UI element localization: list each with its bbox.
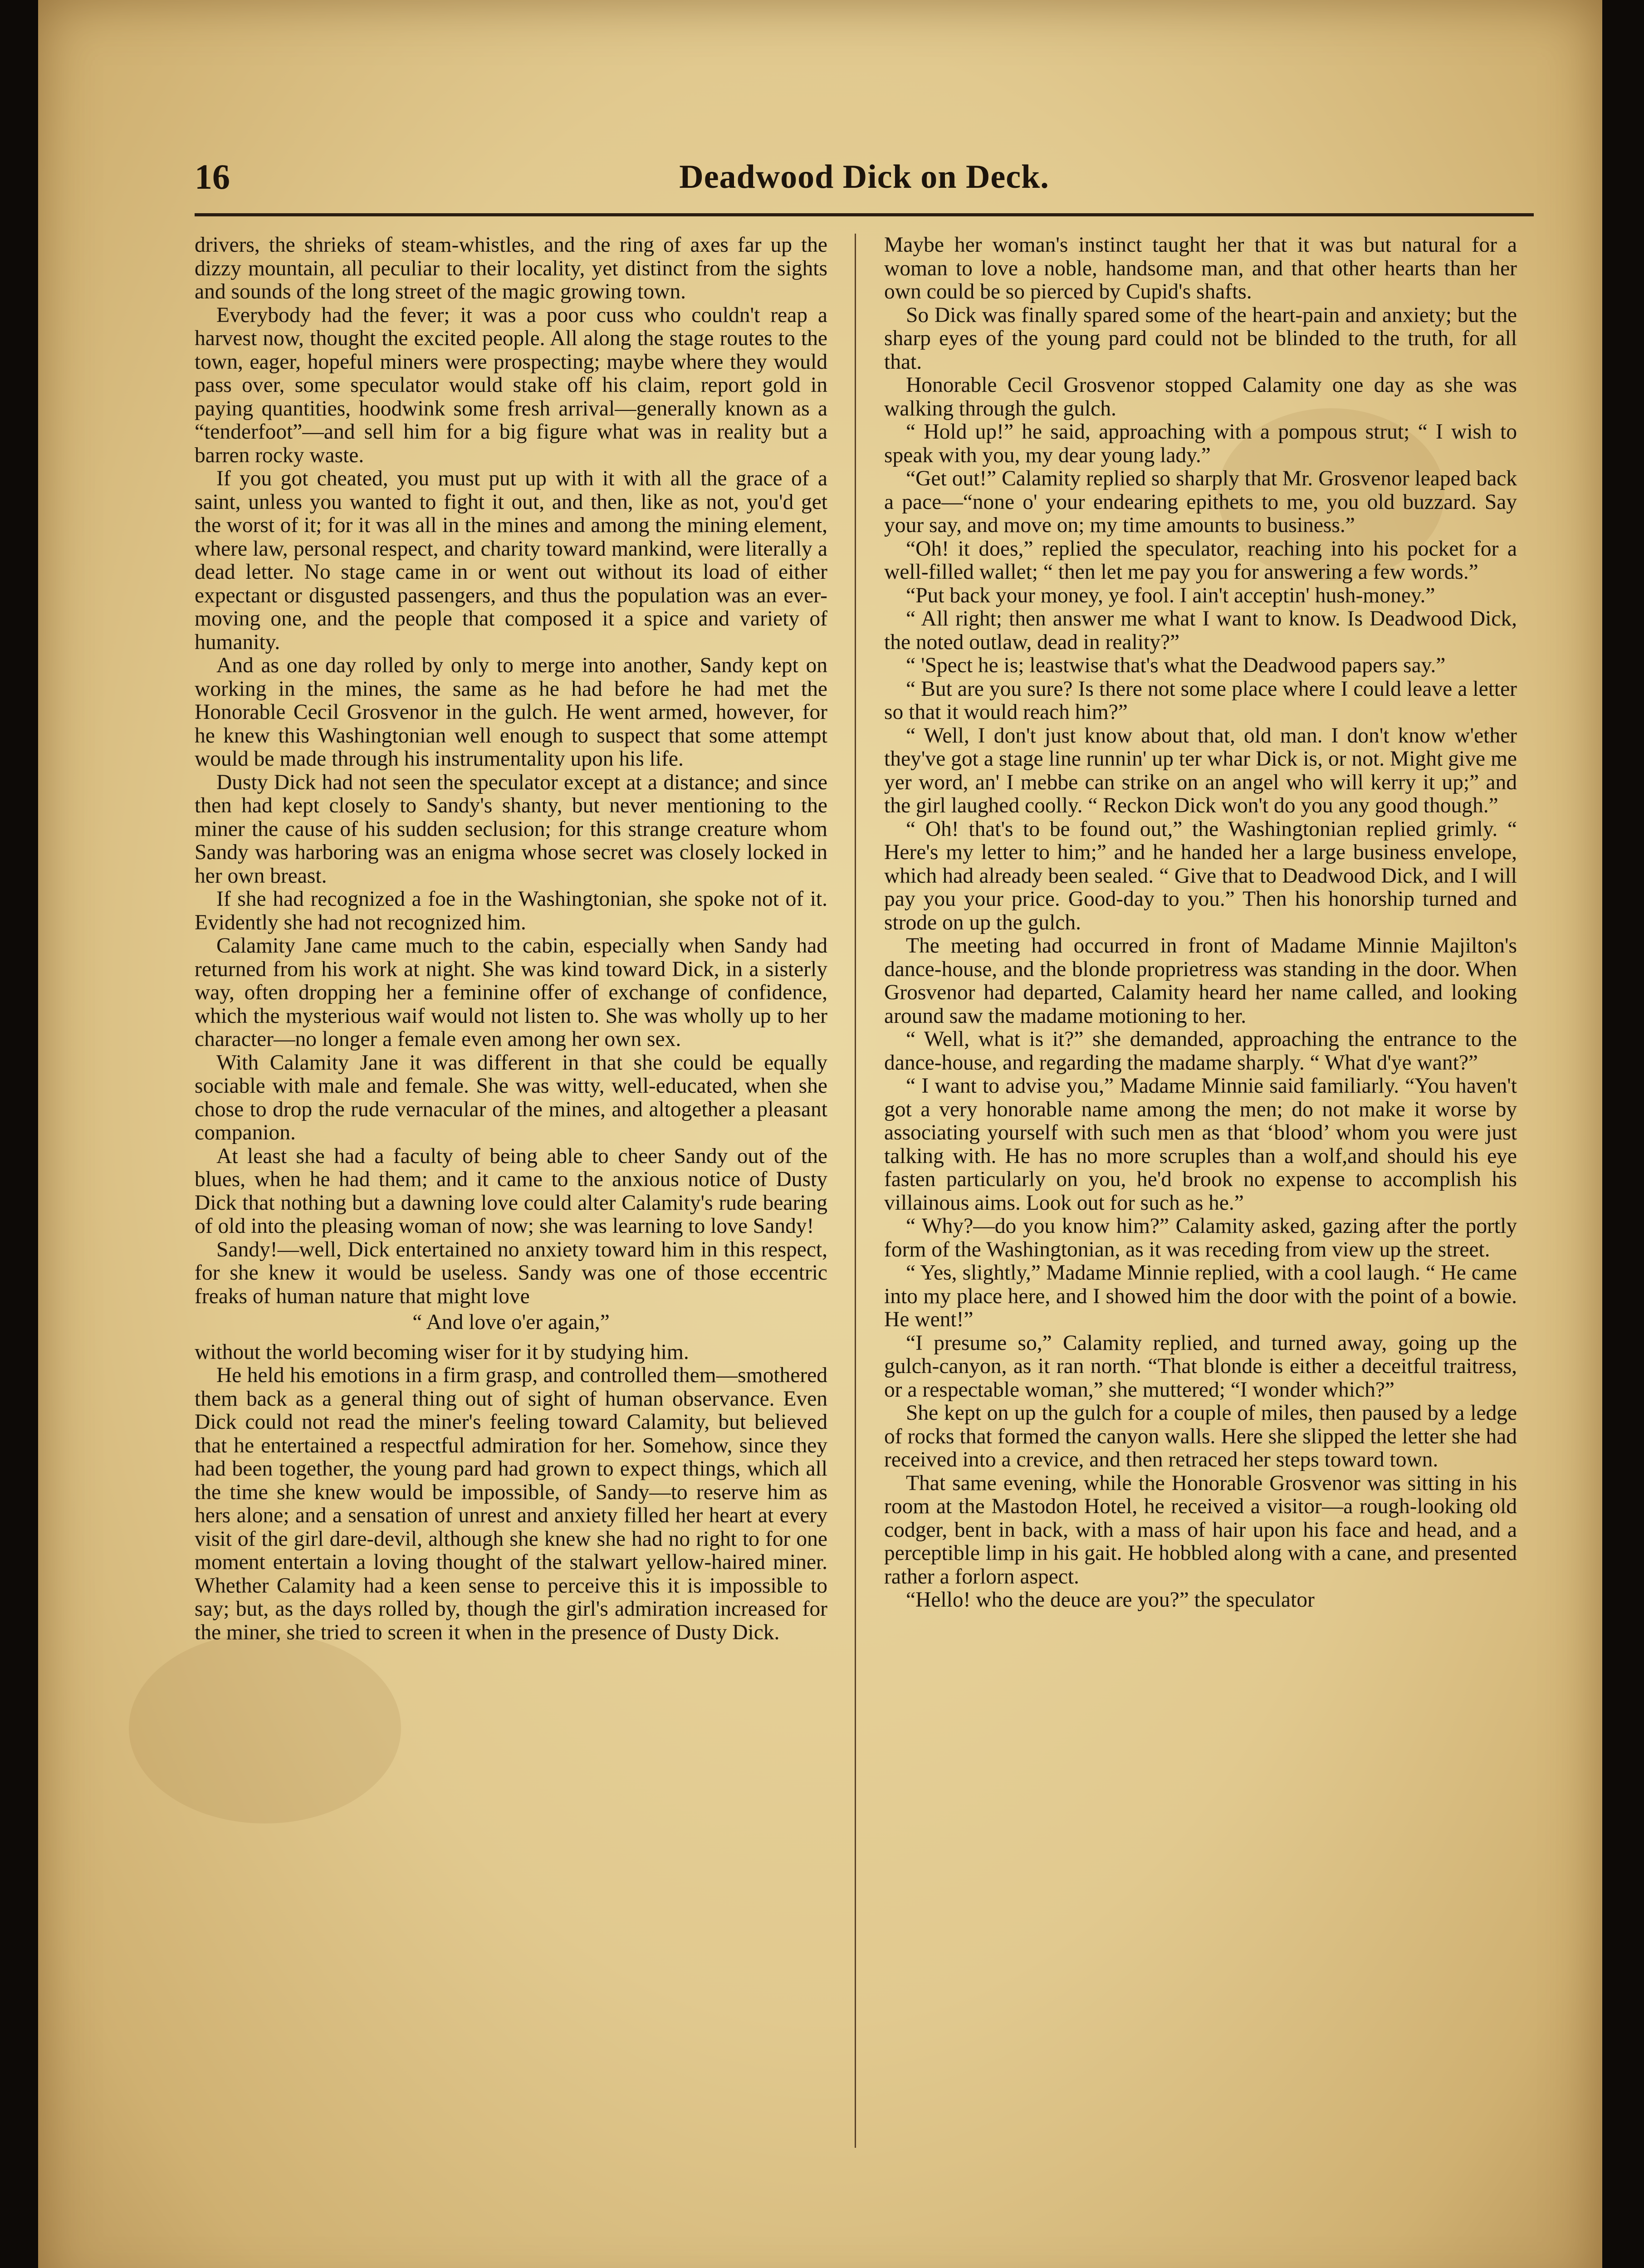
paragraph: With Calamity Jane it was different in that she could be equally sociable with male and female. She was witty, well-educated, when she chose to drop the rude vernacular of the mines, and altogether a pleasant companion. <box>195 1051 827 1144</box>
paragraph: “ Well, what is it?” she demanded, approaching the entrance to the dance-house, and regarding the madame sharply. “ What d'ye want?” <box>884 1027 1517 1075</box>
paragraph: “ Hold up!” he said, approaching with a pompous strut; “ I wish to speak with you, my dear young lady.” <box>884 420 1517 467</box>
paragraph: “Put back your money, ye fool. I ain't acceptin' hush-money.” <box>906 583 1435 607</box>
paragraph: Calamity Jane came much to the cabin, especially when Sandy had returned from his work at night. She was kind toward Dick, in a sisterly way, often dropping her a feminine offer of exchange of confidence, which the mysterious waif would not listen to. She was wholly up to her character—no longer a female even among her own sex. <box>195 934 827 1051</box>
paragraph: Dusty Dick had not seen the speculator except at a distance; and since then had kept closely to Sandy's shanty, but never mentioning to the miner the cause of his sudden seclusion; for this strange creature whom Sandy was harboring was an enigma whose secret was closely locked in her own breast. <box>195 770 827 888</box>
paragraph: Sandy!—well, Dick entertained no anxiety toward him in this respect, for she knew it would be useless. Sandy was one of those eccentric freaks of human nature that might love <box>195 1237 827 1308</box>
paragraph: And as one day rolled by only to merge into another, Sandy kept on working in the mines, the same as he had before he had met the Honorable Cecil Grosvenor in the gulch. He went armed, however, for he knew this Washingtonian well enough to suspect that some attempt would be made through his instrumentality upon his life. <box>195 654 827 771</box>
paragraph: “ But are you sure? Is there not some place where I could leave a letter so that it would reach him?” <box>884 677 1517 724</box>
page-number: 16 <box>195 157 230 196</box>
paragraph: “ 'Spect he is; leastwise that's what the Deadwood papers say.” <box>906 654 1446 677</box>
paragraph: “ Oh! that's to be found out,” the Washingtonian replied grimly. “ Here's my letter to him;” and he handed her a large business envelope, which had already been sealed. “ Give that to Deadwood Dick, and I will pay you your price. Good-day to you.” Then his honorship turned and strode on up the gulch. <box>884 817 1517 934</box>
paragraph: Everybody had the fever; it was a poor cuss who couldn't reap a harvest now, thought the excited people. All along the stage routes to the town, eager, hopeful miners were prospecting; maybe where they would pass over, some speculator would stake off his claim, report gold in paying quantities, hoodwink some fresh arrival—generally known as a “tenderfoot”—and sell him for a big figure what was in reality but a barren rocky waste. <box>195 303 827 467</box>
paragraph: He held his emotions in a firm grasp, and controlled them—smothered them back as a general thing out of sight of human observance. Even Dick could not read the miner's feeling toward Calamity, but believed that he entertained a respectful admiration for her. Somehow, since they had been together, the young pard had grown to expect things, which all the time she knew would be impossible, of Sandy—to reserve him as hers alone; and a sensation of unrest and anxiety filled her heart at every visit of the girl dare-devil, although she knew she had no right to for one moment entertain a loving thought of the stalwart yellow-haired miner. Whether Calamity had a keen sense to perceive this it is impossible to say; but, as the days rolled by, though the girl's admiration increased for the miner, she tried to screen it when in the presence of Dusty Dick. <box>195 1364 827 1644</box>
paragraph: “ Why?—do you know him?” Calamity asked, gazing after the portly form of the Washingtonian, as it was receding from view up the street. <box>884 1214 1517 1261</box>
page-header <box>195 156 1534 197</box>
paragraph: “ All right; then answer me what I want to know. Is Deadwood Dick, the noted outlaw, dead in reality?” <box>884 607 1517 654</box>
paragraph: That same evening, while the Honorable Grosvenor was sitting in his room at the Mastodon Hotel, he received a visitor—a rough-looking old codger, bent in back, with a mass of hair upon his face and head, and a perceptible limp in his gait. He hobbled along with a cane, and presented rather a forlorn aspect. <box>884 1471 1517 1589</box>
paragraph: If she had recognized a foe in the Washingtonian, she spoke not of it. Evidently she had not recognized him. <box>195 887 827 934</box>
paragraph: Honorable Cecil Grosvenor stopped Calamity one day as she was walking through the gulch. <box>884 373 1517 420</box>
paragraph: “ Well, I don't just know about that, old man. I don't know w'ether they've got a stage line runnin' up ter whar Dick is, or not. Might give me yer word, an' I mebbe can strike on an angel who will kerry it up;” and the girl laughed coolly. “ Reckon Dick won't do you any good though.” <box>884 723 1517 817</box>
paragraph: So Dick was finally spared some of the heart-pain and anxiety; but the sharp eyes of the young pard could not be blinded to the truth, for all that. <box>884 303 1517 374</box>
left-column <box>195 234 827 2157</box>
paragraph: “I presume so,” Calamity replied, and turned away, going up the gulch-canyon, as it ran north. “That blonde is either a deceitful traitress, or a respectable woman,” she muttered; “I wonder which?” <box>884 1331 1517 1402</box>
paragraph: Maybe her woman's instinct taught her that it was but natural for a woman to love a noble, handsome man, and that other hearts than her own could be so pierced by Cupid's shafts. <box>884 234 1517 303</box>
running-title: Deadwood Dick on Deck. <box>679 158 1049 196</box>
paragraph: “Oh! it does,” replied the speculator, reaching into his pocket for a well-filled wallet; “ then let me pay you for answering a few words.” <box>884 537 1517 584</box>
book-page <box>38 0 1602 2268</box>
paragraph: If you got cheated, you must put up with it with all the grace of a saint, unless you wanted to fight it out, and then, like as not, you'd get the worst of it; for it was all in the mines and among the mining element, where law, personal respect, and charity toward mankind, were literally a dead letter. No stage came in or went out without its load of either expectant or disgusted passengers, and thus the population was an ever-moving one, and the people that composed it a spice and variety of humanity. <box>195 467 827 654</box>
paragraph: “ Yes, slightly,” Madame Minnie replied, with a cool laugh. “ He came into my place here, and I showed him the door with the point of a bowie. He went!” <box>884 1261 1517 1331</box>
paragraph: The meeting had occurred in front of Madame Minnie Majilton's dance-house, and the blonde proprietress was standing in the door. When Grosvenor had departed, Calamity heard her name called, and looking around saw the madame motioning to her. <box>884 934 1517 1028</box>
right-column <box>884 234 1517 2157</box>
paragraph: “Get out!” Calamity replied so sharply that Mr. Grosvenor leaped back a pace—“none o' your endearing epithets to me, you old buzzard. Say your say, and move on; my time amounts to business.” <box>884 467 1517 537</box>
paragraph: “Hello! who the deuce are you?” the speculator <box>906 1588 1315 1612</box>
column-divider <box>855 234 856 2148</box>
paragraph: drivers, the shrieks of steam-whistles, and the ring of axes far up the dizzy mountain, all peculiar to their locality, yet distinct from the sights and sounds of the long street of the magic growing town. <box>195 234 827 303</box>
verse-quote: “ And love o'er again,” <box>412 1310 610 1334</box>
paragraph: without the world becoming wiser for it by studying him. <box>195 1340 689 1364</box>
paragraph: “ I want to advise you,” Madame Minnie said familiarly. “You haven't got a very honorable name among the men; do not make it worse by associating yourself with such men as that ‘blood’ whom you were just talking with. He has no more scruples than a wolf,and should his eye fasten particularly on you, he'd brook no expense to accomplish his villainous aims. Look out for such as he.” <box>884 1074 1517 1215</box>
paragraph: At least she had a faculty of being able to cheer Sandy out of the blues, when he had them; and it came to the anxious notice of Dusty Dick that nothing but a dawning love could alter Calamity's rude bearing of old into the pleasing woman of now; she was learning to love Sandy! <box>195 1144 827 1238</box>
paragraph: She kept on up the gulch for a couple of miles, then paused by a ledge of rocks that formed the canyon walls. Here she slipped the letter she had received into a crevice, and then retraced her steps toward town. <box>884 1401 1517 1471</box>
header-rule <box>195 213 1534 216</box>
